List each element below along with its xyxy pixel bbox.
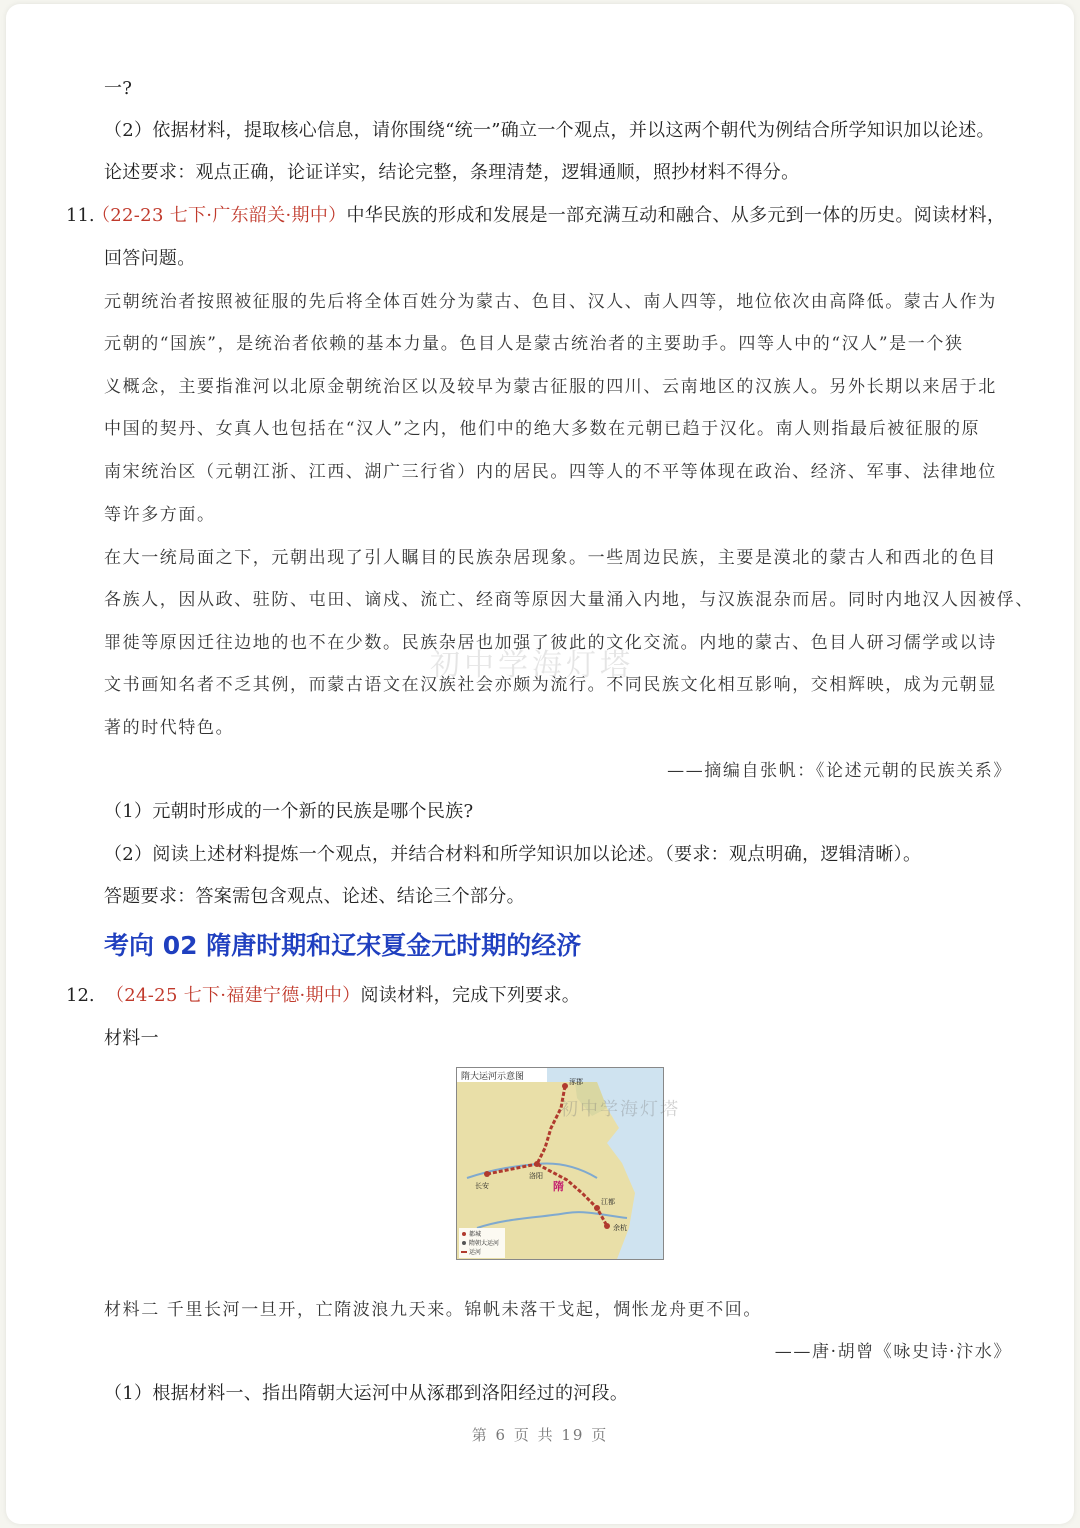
- material-line: 文书画知名者不乏其例，而蒙古语文在汉族社会亦颇为流行。不同民族文化相互影响，交相辉映，成为元朝显: [104, 675, 997, 695]
- page-footer: 第 6 页 共 19 页: [471, 1426, 609, 1444]
- material-line: 元朝的“国族”，是统治者依赖的基本力量。色目人是蒙古统治者的主要助手。四等人中的“汉人”是一个狭: [104, 334, 964, 354]
- watermark: 初中学海灯塔: [430, 648, 634, 683]
- legend-swatch: [462, 1241, 466, 1245]
- watermark: 初中学海灯塔: [560, 1099, 680, 1120]
- legend-swatch: [462, 1232, 466, 1236]
- answer-requirement: 答题要求：答案需包含观点、论述、结论三个部分。: [104, 886, 525, 907]
- question-text: 阅读材料，完成下列要求。: [360, 985, 581, 1006]
- map-label: 隋: [553, 1180, 564, 1193]
- map-label: 涿郡: [569, 1078, 583, 1086]
- text-line: （2）依据材料，提取核心信息，请你围绕“统一”确立一个观点，并以这两个朝代为例结合所学知识加以论述。: [104, 120, 995, 141]
- material-line: 罪徙等原因迁往边地的也不在少数。民族杂居也加强了彼此的文化交流。内地的蒙古、色目人研习儒学或以诗: [104, 633, 997, 653]
- material-line: 在大一统局面之下，元朝出现了引人瞩目的民族杂居现象。一些周边民族，主要是漠北的蒙古人和西北的色目: [104, 548, 997, 568]
- city-marker: [534, 1161, 540, 1167]
- material-line: 义概念，主要指淮河以北原金朝统治区以及较早为蒙古征服的四川、云南地区的汉族人。另外长期以来居于北: [104, 377, 997, 397]
- map-label: 洛阳: [529, 1172, 543, 1180]
- material-line: 等许多方面。: [104, 505, 216, 525]
- material-line: 各族人，因从政、驻防、屯田、谪戍、流亡、经商等原因大量涌入内地，与汉族混杂而居。同时内地汉人因被俘、: [104, 590, 1034, 610]
- poem-citation: ——唐·胡曾《咏史诗·汴水》: [774, 1342, 1012, 1362]
- question-number: 12.: [66, 985, 95, 1006]
- question-source: （22-23 七下·广东韶关·期中）: [92, 205, 347, 226]
- city-marker: [604, 1223, 610, 1229]
- question-source: （24-25 七下·福建宁德·期中）: [106, 985, 361, 1006]
- map-label: 余杭: [613, 1224, 627, 1232]
- sub-question: （2）阅读上述材料提炼一个观点，并结合材料和所学知识加以论述。（要求：观点明确，逻辑清晰）。: [104, 844, 922, 865]
- material-line: 南宋统治区（元朝江浙、江西、湖广三行省）内的居民。四等人的不平等体现在政治、经济、军事、法律地位: [104, 462, 997, 482]
- section-heading: 考向 02 隋唐时期和辽宋夏金元时期的经济: [104, 931, 582, 960]
- material-label: 材料一: [104, 1028, 159, 1049]
- legend-label: 运河: [469, 1249, 482, 1256]
- question-stem: [106, 983, 580, 1009]
- text-line: 一?: [104, 78, 133, 99]
- citation: ——摘编自张帆：《论述元朝的民族关系》: [667, 761, 1012, 781]
- map-label: 江都: [601, 1198, 615, 1206]
- legend-label: 隋朝大运河: [469, 1240, 500, 1247]
- material-line: 中国的契丹、女真人也包括在“汉人”之内，他们中的绝大多数在元朝已趋于汉化。南人则指最后被征服的原: [104, 419, 981, 439]
- text-line: 论述要求：观点正确，论证详实，结论完整，条理清楚，逻辑通顺，照抄材料不得分。: [104, 162, 800, 183]
- city-marker: [562, 1083, 568, 1089]
- city-marker: [594, 1205, 600, 1211]
- sub-question: （1）元朝时形成的一个新的民族是哪个民族?: [104, 801, 474, 822]
- material-text: 材料二 千里长河一旦开，亡隋波浪九天来。锦帆未落干戈起，惆怅龙舟更不回。: [104, 1300, 763, 1320]
- legend-label: 都城: [469, 1231, 482, 1238]
- question-number: 11.: [66, 205, 95, 226]
- question-text: 回答问题。: [104, 248, 196, 269]
- sub-question: （1）根据材料一、指出隋朝大运河中从涿郡到洛阳经过的河段。: [104, 1383, 629, 1404]
- material-line: 元朝统治者按照被征服的先后将全体百姓分为蒙古、色目、汉人、南人四等，地位依次由高降低。蒙古人作为: [104, 292, 997, 312]
- city-marker: [484, 1171, 490, 1177]
- map-title: 隋大运河示意图: [461, 1072, 525, 1082]
- question-text: 中华民族的形成和发展是一部充满互动和融合、从多元到一体的历史。阅读材料，: [346, 205, 1006, 226]
- question-stem: [92, 203, 1005, 229]
- map-label: 长安: [475, 1182, 489, 1190]
- material-line: 著的时代特色。: [104, 718, 235, 738]
